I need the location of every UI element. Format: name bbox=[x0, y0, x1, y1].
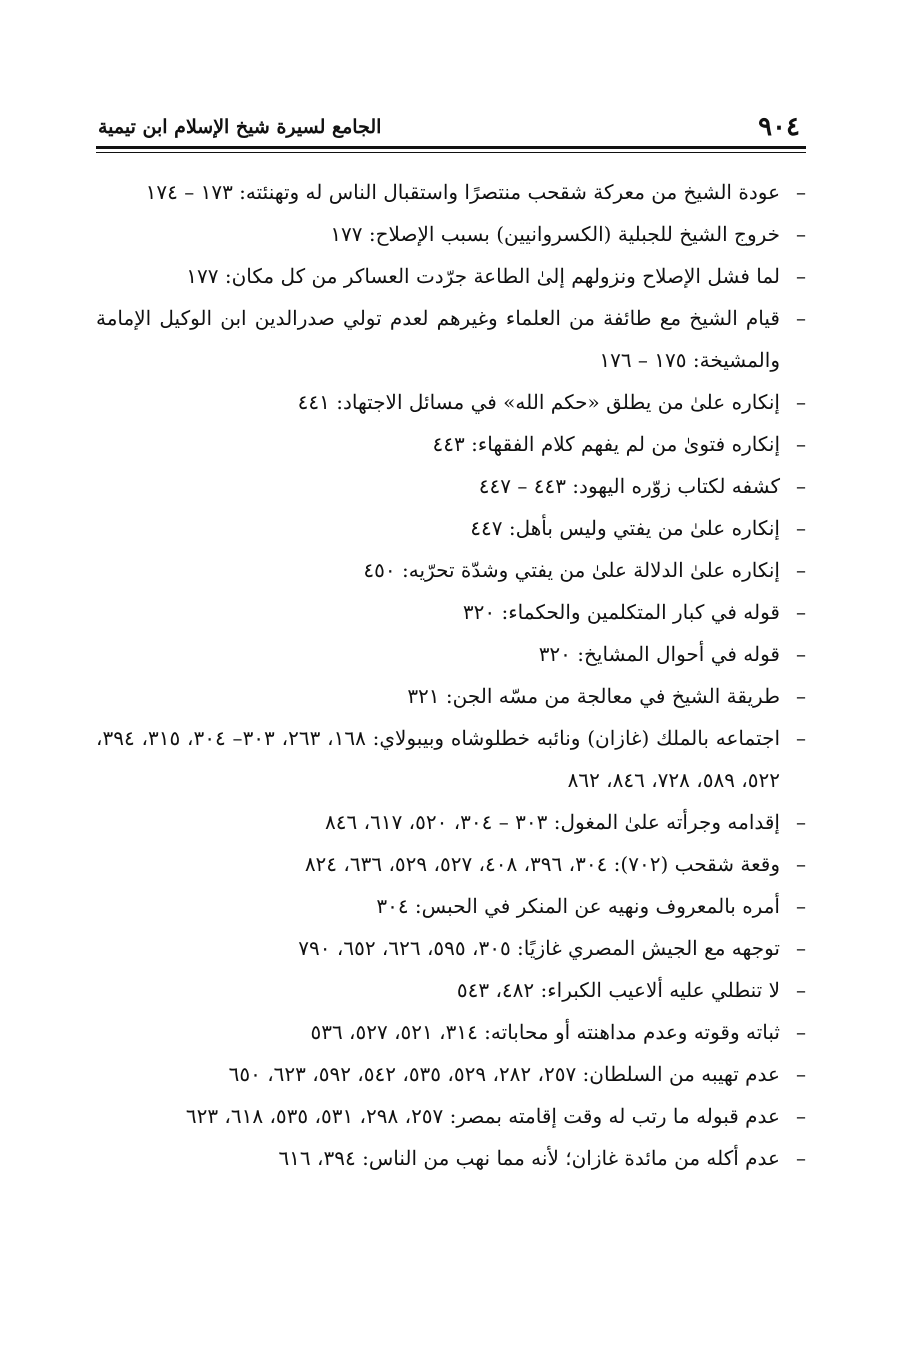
index-entry bbox=[96, 843, 806, 885]
page-header bbox=[96, 112, 806, 149]
index-entry bbox=[96, 675, 806, 717]
entry-text: إقدامه وجرأته علىٰ المغول: ٣٠٣ – ٣٠٤، ٥٢٠، ٦١٧، ٨٤٦ bbox=[325, 810, 780, 834]
entry-dash: – bbox=[796, 516, 806, 540]
entry-text: إنكاره علىٰ من يطلق «حكم الله» في مسائل الاجتهاد: ٤٤١ bbox=[297, 390, 780, 414]
index-entries bbox=[96, 171, 806, 1179]
entry-dash: – bbox=[796, 894, 806, 918]
entry-dash: – bbox=[796, 726, 806, 750]
entry-dash: – bbox=[796, 1104, 806, 1128]
index-entry bbox=[96, 1137, 806, 1179]
index-entry bbox=[96, 1011, 806, 1053]
entry-dash: – bbox=[796, 642, 806, 666]
entry-text: ثباته وقوته وعدم مداهنته أو محاباته: ٣١٤، ٥٢١، ٥٢٧، ٥٣٦ bbox=[310, 1020, 780, 1044]
entry-dash: – bbox=[796, 600, 806, 624]
entry-text: قوله في كبار المتكلمين والحكماء: ٣٢٠ bbox=[462, 600, 780, 624]
entry-dash: – bbox=[796, 390, 806, 414]
entry-dash: – bbox=[796, 1062, 806, 1086]
entry-dash: – bbox=[796, 810, 806, 834]
entry-dash: – bbox=[796, 558, 806, 582]
index-entry bbox=[96, 633, 806, 675]
index-entry bbox=[96, 927, 806, 969]
index-entry bbox=[96, 465, 806, 507]
entry-dash: – bbox=[796, 1020, 806, 1044]
index-entry bbox=[96, 1053, 806, 1095]
entry-text: إنكاره فتوىٰ من لم يفهم كلام الفقهاء: ٤٤٣ bbox=[432, 432, 780, 456]
entry-dash: – bbox=[796, 474, 806, 498]
entry-text: توجهه مع الجيش المصري غازيًا: ٣٠٥، ٥٩٥، ٦٢٦، ٦٥٢، ٧٩٠ bbox=[298, 936, 780, 960]
index-entry bbox=[96, 381, 806, 423]
entry-dash: – bbox=[796, 936, 806, 960]
entry-text: وقعة شقحب (٧٠٢): ٣٠٤، ٣٩٦، ٤٠٨، ٥٢٧، ٥٢٩، ٦٣٦، ٨٢٤ bbox=[304, 852, 780, 876]
entry-text: عودة الشيخ من معركة شقحب منتصرًا واستقبال الناس له وتهنئته: ١٧٣ – ١٧٤ bbox=[145, 180, 780, 204]
entry-dash: – bbox=[796, 1146, 806, 1170]
entry-text: أمره بالمعروف ونهيه عن المنكر في الحبس: ٣٠٤ bbox=[376, 894, 780, 918]
entry-text: لا تنطلي عليه ألاعيب الكبراء: ٤٨٢، ٥٤٣ bbox=[456, 978, 780, 1002]
entry-text: إنكاره علىٰ من يفتي وليس بأهل: ٤٤٧ bbox=[470, 516, 780, 540]
entry-text: قيام الشيخ مع طائفة من العلماء وغيرهم لعدم تولي صدرالدين ابن الوكيل الإمامة والمشيخة: ١٧٥ – ١٧٦ bbox=[96, 306, 780, 372]
entry-text: اجتماعه بالملك (غازان) ونائبه خطلوشاه وبيبولاي: ١٦٨، ٢٦٣، ٣٠٣– ٣٠٤، ٣١٥، ٣٩٤، ٥٢٢، ٥٨٩، ٧٢٨، ٨٤٦، ٨٦٢ bbox=[96, 726, 781, 792]
index-entry bbox=[96, 1095, 806, 1137]
index-entry bbox=[96, 591, 806, 633]
index-entry bbox=[96, 213, 806, 255]
page bbox=[96, 112, 806, 1366]
running-title: الجامع لسيرة شيخ الإسلام ابن تيمية bbox=[98, 116, 382, 138]
entry-dash: – bbox=[796, 222, 806, 246]
page-number: ٩٠٤ bbox=[758, 112, 800, 142]
entry-text: كشفه لكتاب زوّره اليهود: ٤٤٣ – ٤٤٧ bbox=[478, 474, 780, 498]
entry-text: خروج الشيخ للجبلية (الكسروانيين) بسبب الإصلاح: ١٧٧ bbox=[330, 222, 780, 246]
index-entry bbox=[96, 297, 806, 381]
entry-text: عدم أكله من مائدة غازان؛ لأنه مما نهب من الناس: ٣٩٤، ٦١٦ bbox=[278, 1146, 780, 1170]
index-entry bbox=[96, 507, 806, 549]
entry-dash: – bbox=[796, 432, 806, 456]
entry-text: إنكاره علىٰ الدلالة علىٰ من يفتي وشدّة تحرّيه: ٤٥٠ bbox=[363, 558, 780, 582]
index-entry bbox=[96, 423, 806, 465]
entry-text: عدم قبوله ما رتب له وقت إقامته بمصر: ٢٥٧، ٢٩٨، ٥٣١، ٥٣٥، ٦١٨، ٦٢٣ bbox=[185, 1104, 780, 1128]
index-entry bbox=[96, 801, 806, 843]
index-entry bbox=[96, 255, 806, 297]
index-entry bbox=[96, 549, 806, 591]
index-entry bbox=[96, 717, 806, 801]
entry-dash: – bbox=[796, 180, 806, 204]
entry-text: طريقة الشيخ في معالجة من مسّه الجن: ٣٢١ bbox=[407, 684, 780, 708]
index-entry bbox=[96, 885, 806, 927]
index-entry bbox=[96, 969, 806, 1011]
entry-dash: – bbox=[796, 978, 806, 1002]
entry-text: عدم تهيبه من السلطان: ٢٥٧، ٢٨٢، ٥٢٩، ٥٣٥، ٥٤٢، ٥٩٢، ٦٢٣، ٦٥٠ bbox=[228, 1062, 780, 1086]
entry-dash: – bbox=[796, 306, 806, 330]
entry-dash: – bbox=[796, 264, 806, 288]
entry-text: لما فشل الإصلاح ونزولهم إلىٰ الطاعة جرّدت العساكر من كل مكان: ١٧٧ bbox=[186, 264, 780, 288]
index-entry bbox=[96, 171, 806, 213]
entry-dash: – bbox=[796, 684, 806, 708]
entry-text: قوله في أحوال المشايخ: ٣٢٠ bbox=[538, 642, 780, 666]
entry-dash: – bbox=[796, 852, 806, 876]
